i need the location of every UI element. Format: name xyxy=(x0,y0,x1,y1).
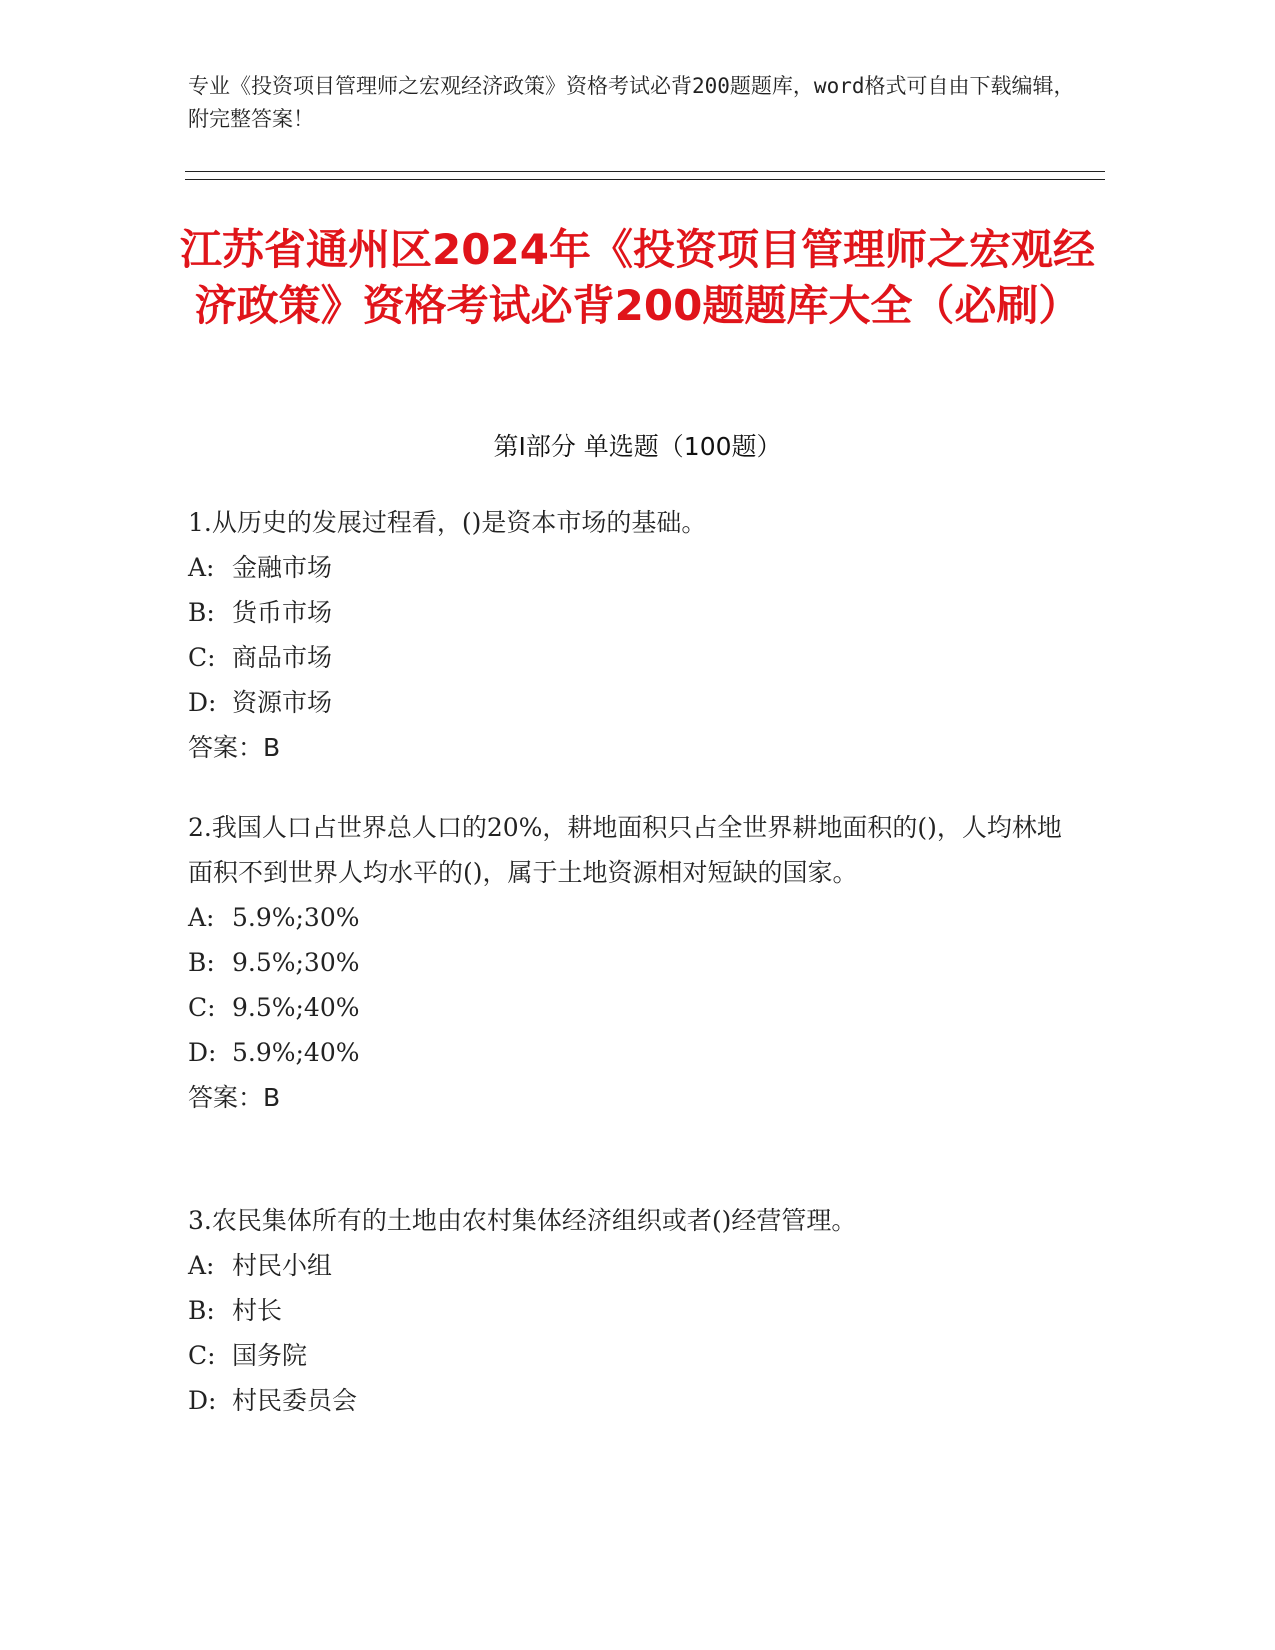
option-c xyxy=(188,635,1068,680)
question-stem: 3.农民集体所有的土地由农村集体经济组织或者()经营管理。 xyxy=(188,1206,857,1235)
question-3 xyxy=(188,1198,1068,1423)
option-label: C: xyxy=(188,993,216,1022)
option-text: 金融市场 xyxy=(232,553,333,582)
option-a xyxy=(188,1243,1068,1288)
option-b xyxy=(188,1288,1068,1333)
header-rule-bottom xyxy=(185,179,1105,180)
question-stem: 1.从历史的发展过程看，()是资本市场的基础。 xyxy=(188,508,707,537)
option-text: 资源市场 xyxy=(232,688,333,717)
option-text: 国务院 xyxy=(232,1341,308,1370)
question-2 xyxy=(188,805,1068,1120)
option-d xyxy=(188,1030,1068,1075)
option-label: D: xyxy=(188,1386,217,1415)
option-b xyxy=(188,940,1068,985)
section-heading: 第I部分 单选题（100题） xyxy=(493,432,782,461)
option-label: B: xyxy=(188,948,215,977)
option-text: 5.9%;30% xyxy=(232,903,360,932)
option-d xyxy=(188,680,1068,725)
option-label: A: xyxy=(188,1251,215,1280)
option-a xyxy=(188,895,1068,940)
option-label: C: xyxy=(188,1341,216,1370)
header-rule-top xyxy=(185,171,1105,172)
option-d xyxy=(188,1378,1068,1423)
intro-text: 专业《投资项目管理师之宏观经济政策》资格考试必背200题题库，word格式可自由下载编辑，附完整答案！ xyxy=(188,74,1075,131)
option-label: D: xyxy=(188,1038,217,1067)
option-text: 商品市场 xyxy=(232,643,333,672)
option-label: A: xyxy=(188,903,215,932)
option-text: 9.5%;30% xyxy=(232,948,360,977)
option-c xyxy=(188,985,1068,1030)
question-1 xyxy=(188,500,1068,770)
option-label: B: xyxy=(188,1296,215,1325)
option-text: 9.5%;40% xyxy=(232,993,360,1022)
option-c xyxy=(188,1333,1068,1378)
answer: 答案：B xyxy=(188,733,281,762)
option-text: 村民委员会 xyxy=(232,1386,358,1415)
option-text: 村民小组 xyxy=(232,1251,333,1280)
answer: 答案：B xyxy=(188,1083,281,1112)
option-text: 村长 xyxy=(232,1296,283,1325)
document-title: 江苏省通州区2024年《投资项目管理师之宏观经济政策》资格考试必背200题题库大全（必刷） xyxy=(180,225,1095,330)
option-label: B: xyxy=(188,598,215,627)
option-text: 货币市场 xyxy=(232,598,333,627)
option-b xyxy=(188,590,1068,635)
option-text: 5.9%;40% xyxy=(232,1038,360,1067)
option-label: A: xyxy=(188,553,215,582)
question-stem: 2.我国人口占世界总人口的20%，耕地面积只占全世界耕地面积的()，人均林地面积不到世界人均水平的()，属于土地资源相对短缺的国家。 xyxy=(188,813,1062,887)
option-a xyxy=(188,545,1068,590)
option-label: D: xyxy=(188,688,217,717)
option-label: C: xyxy=(188,643,216,672)
